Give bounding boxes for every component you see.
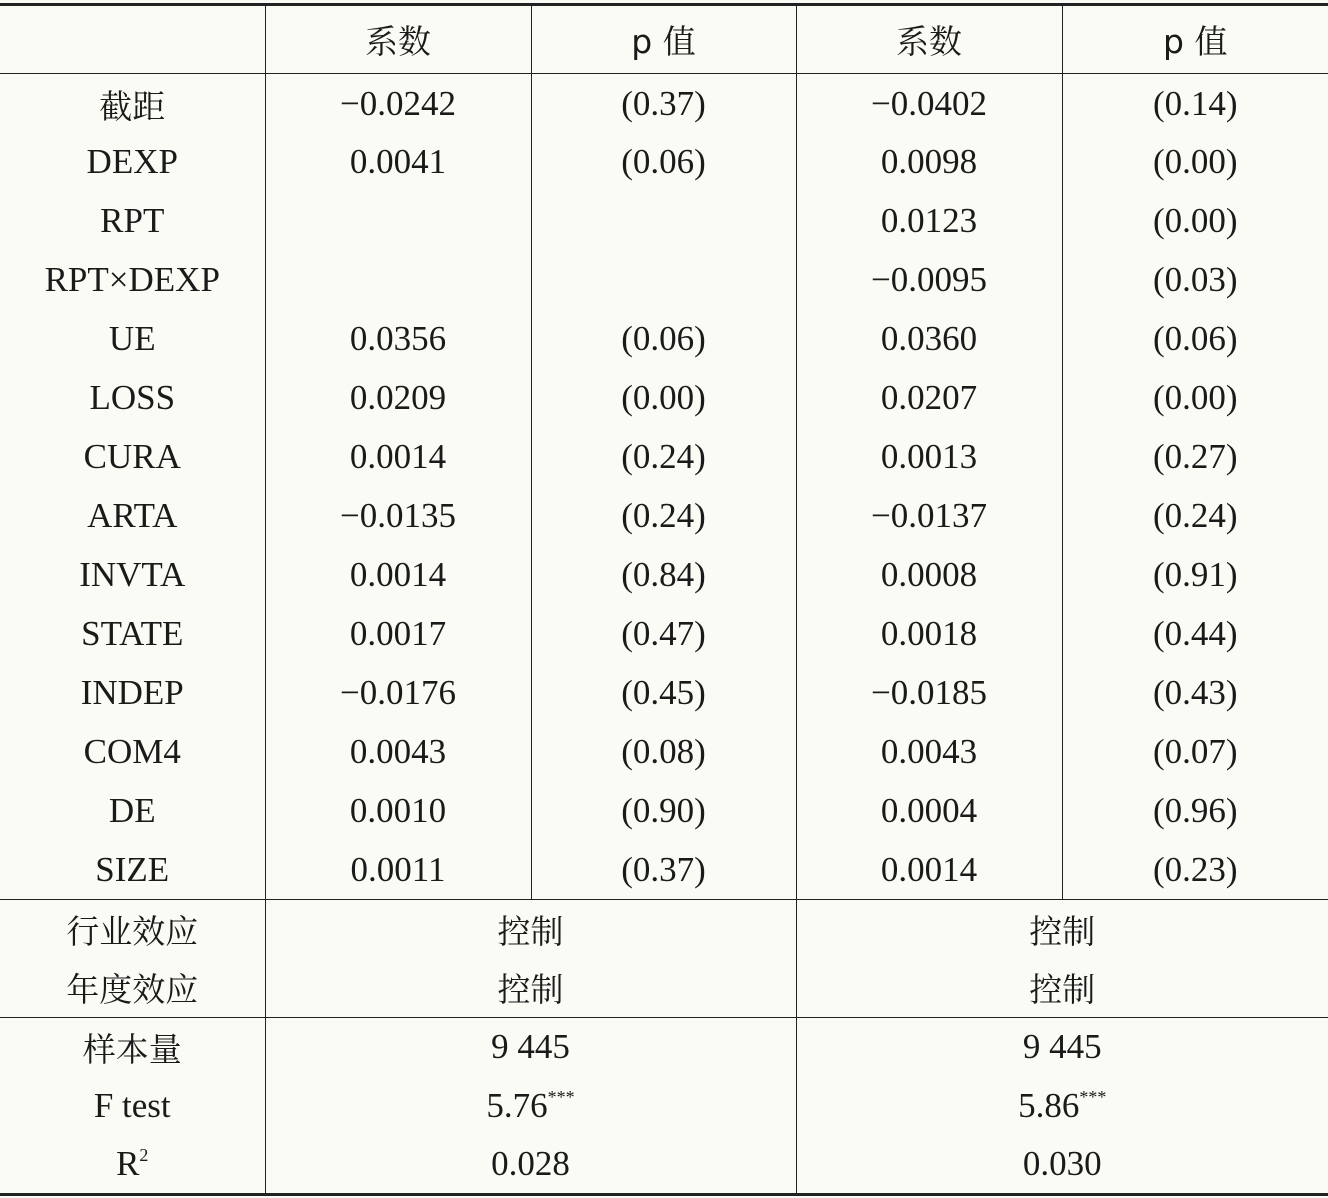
model2-value <box>796 1077 1328 1136</box>
model2-pvalue: (0.91) <box>1062 546 1328 605</box>
model1-value: 控制 <box>265 959 796 1018</box>
f-value: 5.86 <box>1018 1086 1080 1125</box>
model2-pvalue: (0.23) <box>1062 841 1328 900</box>
row-label: RPT <box>100 201 165 240</box>
model2-value: 控制 <box>796 959 1328 1018</box>
model1-coef: 0.0011 <box>265 841 531 900</box>
significance-stars: *** <box>1079 1087 1107 1107</box>
header-pvalue-2: p 值 <box>1062 5 1328 74</box>
model2-coef: −0.0137 <box>796 487 1062 546</box>
table-row <box>0 723 1328 782</box>
model2-pvalue: (0.44) <box>1062 605 1328 664</box>
row-label <box>0 1136 265 1195</box>
table-row <box>0 1077 1328 1136</box>
model1-pvalue: (0.90) <box>531 782 796 841</box>
model1-pvalue: (0.06) <box>531 133 796 192</box>
model1-pvalue: (0.08) <box>531 723 796 782</box>
model2-value: 9 445 <box>796 1018 1328 1077</box>
model2-coef: −0.0095 <box>796 251 1062 310</box>
model2-pvalue: (0.06) <box>1062 310 1328 369</box>
model1-pvalue: (0.37) <box>531 841 796 900</box>
header-cell-stub <box>0 5 265 74</box>
row-label: 截距 <box>99 86 166 126</box>
header-coef-2: 系数 <box>796 5 1062 74</box>
model2-pvalue: (0.14) <box>1062 74 1328 133</box>
model1-coef: 0.0356 <box>265 310 531 369</box>
model2-coef: 0.0008 <box>796 546 1062 605</box>
model1-pvalue: (0.37) <box>531 74 796 133</box>
model2-pvalue: (0.00) <box>1062 192 1328 251</box>
model1-coef <box>265 251 531 310</box>
model2-pvalue: (0.00) <box>1062 369 1328 428</box>
row-label: 样本量 <box>82 1029 182 1069</box>
model2-pvalue: (0.07) <box>1062 723 1328 782</box>
model2-coef: −0.0402 <box>796 74 1062 133</box>
model1-coef: −0.0135 <box>265 487 531 546</box>
table-row <box>0 133 1328 192</box>
table-row <box>0 959 1328 1018</box>
table-row <box>0 1136 1328 1195</box>
table-row <box>0 841 1328 900</box>
row-label: UE <box>108 319 156 358</box>
model2-value: 0.030 <box>796 1136 1328 1195</box>
row-label: STATE <box>81 614 184 653</box>
model1-coef: 0.0014 <box>265 546 531 605</box>
model1-value: 控制 <box>265 900 796 959</box>
r2-superscript: 2 <box>139 1145 149 1166</box>
table-row <box>0 605 1328 664</box>
model1-pvalue: (0.45) <box>531 664 796 723</box>
model1-coef: 0.0209 <box>265 369 531 428</box>
table-row <box>0 310 1328 369</box>
model2-pvalue: (0.27) <box>1062 428 1328 487</box>
table-row <box>0 900 1328 959</box>
table-row <box>0 487 1328 546</box>
row-label: F test <box>93 1086 171 1125</box>
model1-coef: −0.0176 <box>265 664 531 723</box>
model1-pvalue: (0.84) <box>531 546 796 605</box>
header-row <box>0 5 1328 74</box>
model1-pvalue: (0.06) <box>531 310 796 369</box>
model2-coef: 0.0004 <box>796 782 1062 841</box>
model2-coef: 0.0207 <box>796 369 1062 428</box>
row-label: SIZE <box>0 841 265 900</box>
table-row <box>0 192 1328 251</box>
r2-label: R <box>116 1144 140 1184</box>
model1-coef: −0.0242 <box>265 74 531 133</box>
model1-pvalue: (0.47) <box>531 605 796 664</box>
effects-rows <box>0 900 1328 1018</box>
model2-coef: 0.0013 <box>796 428 1062 487</box>
model2-coef: 0.0360 <box>796 310 1062 369</box>
model1-pvalue: (0.24) <box>531 428 796 487</box>
model2-coef: 0.0014 <box>796 841 1062 900</box>
model1-coef: 0.0017 <box>265 605 531 664</box>
model2-coef: 0.0123 <box>796 192 1062 251</box>
row-label: ARTA <box>87 496 178 535</box>
model2-pvalue: (0.43) <box>1062 664 1328 723</box>
model1-coef: 0.0043 <box>265 723 531 782</box>
table-row <box>0 369 1328 428</box>
model1-value: 0.028 <box>265 1136 796 1195</box>
table-row <box>0 782 1328 841</box>
table-row <box>0 74 1328 133</box>
model1-pvalue: (0.24) <box>531 487 796 546</box>
model1-pvalue <box>531 192 796 251</box>
model1-coef: 0.0010 <box>265 782 531 841</box>
model2-coef: 0.0018 <box>796 605 1062 664</box>
stats-rows <box>0 1018 1328 1195</box>
row-label: 年度效应 <box>0 959 265 1018</box>
table-row <box>0 1018 1328 1077</box>
model2-value: 控制 <box>796 900 1328 959</box>
header-coef-1: 系数 <box>265 5 531 74</box>
model1-coef <box>265 192 531 251</box>
regression-table <box>0 3 1328 1196</box>
row-label: LOSS <box>89 378 176 417</box>
model2-pvalue: (0.00) <box>1062 133 1328 192</box>
model1-value <box>265 1077 796 1136</box>
table-row <box>0 664 1328 723</box>
row-label: COM4 <box>83 732 181 771</box>
model1-pvalue: (0.00) <box>531 369 796 428</box>
row-label: DE <box>108 791 156 830</box>
model1-pvalue <box>531 251 796 310</box>
row-label: CURA <box>83 437 181 476</box>
f-value: 5.76 <box>486 1086 548 1125</box>
model1-coef: 0.0041 <box>265 133 531 192</box>
model2-pvalue: (0.96) <box>1062 782 1328 841</box>
model2-coef: 0.0043 <box>796 723 1062 782</box>
model1-coef: 0.0014 <box>265 428 531 487</box>
model2-coef: −0.0185 <box>796 664 1062 723</box>
table-row <box>0 251 1328 310</box>
header-pvalue-1: p 值 <box>531 5 796 74</box>
row-label: 行业效应 <box>66 911 199 951</box>
row-label: INVTA <box>79 555 186 594</box>
variable-rows <box>0 74 1328 900</box>
table-row <box>0 546 1328 605</box>
model2-coef: 0.0098 <box>796 133 1062 192</box>
model2-pvalue: (0.24) <box>1062 487 1328 546</box>
table-row <box>0 428 1328 487</box>
row-label: RPT×DEXP <box>44 260 220 299</box>
row-label: INDEP <box>80 673 184 712</box>
significance-stars: *** <box>547 1087 575 1107</box>
model1-value: 9 445 <box>265 1018 796 1077</box>
row-label: DEXP <box>86 142 178 181</box>
model2-pvalue: (0.03) <box>1062 251 1328 310</box>
